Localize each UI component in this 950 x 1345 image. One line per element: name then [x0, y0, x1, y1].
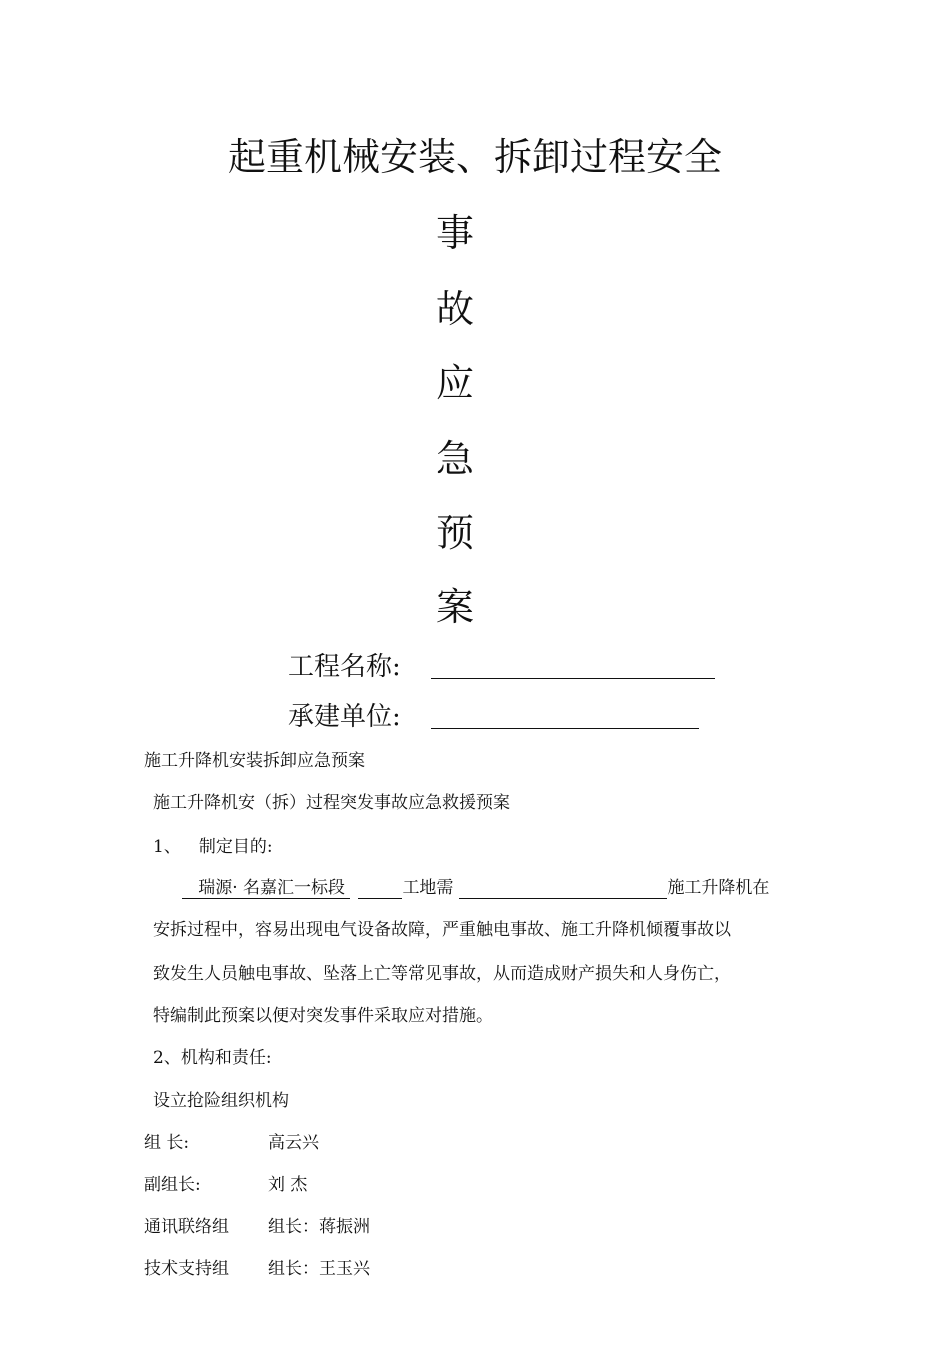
heading-2: 施工升降机安（拆）过程突发事故应急救援预案 — [153, 793, 510, 813]
title-char-2: 故 — [435, 287, 474, 331]
blank-1 — [358, 882, 402, 899]
section-1-title: 制定目的: — [198, 837, 273, 857]
title-char-1: 事 — [435, 211, 474, 255]
purpose-tail: 施工升降机在 — [667, 878, 770, 898]
site-text: 工地需 — [402, 878, 454, 898]
member-role: 通讯联络组 — [144, 1217, 229, 1237]
blank-2 — [459, 882, 667, 899]
member-name: 组长：蒋振洲 — [268, 1217, 370, 1237]
section-2-heading: 2、机构和责任: — [153, 1048, 272, 1068]
section-1-number: 1、 — [153, 837, 181, 857]
member-name: 高云兴 — [268, 1133, 319, 1153]
contractor-field — [288, 704, 401, 730]
contractor-blank — [431, 728, 699, 729]
member-name: 组长：王玉兴 — [268, 1259, 370, 1279]
document-title: 起重机械安装、拆卸过程安全 — [227, 135, 722, 179]
title-char-5: 预 — [435, 511, 474, 555]
project-name-field — [288, 654, 401, 680]
title-char-6: 案 — [435, 585, 474, 629]
purpose-line-4: 特编制此预案以便对突发事件采取应对措施。 — [153, 1006, 493, 1026]
project-name-underlined: 瑞源· 名嘉汇一标段 — [182, 880, 350, 899]
member-name: 刘 杰 — [268, 1175, 308, 1195]
member-role: 副组长: — [144, 1175, 201, 1195]
org-setup-line: 设立抢险组织机构 — [153, 1091, 289, 1111]
heading-1: 施工升降机安装拆卸应急预案 — [144, 751, 365, 771]
title-char-4: 急 — [435, 437, 474, 481]
project-name-label: 工程名称: — [288, 652, 401, 682]
section-1-heading — [153, 839, 273, 856]
title-char-3: 应 — [435, 361, 474, 405]
purpose-line-3: 致发生人员触电事故、坠落上亡等常见事故，从而造成财产损失和人身伤亡， — [153, 964, 731, 984]
project-name-blank — [431, 678, 715, 679]
contractor-label: 承建单位: — [288, 702, 401, 732]
purpose-line-1 — [182, 880, 769, 899]
purpose-line-2: 安拆过程中，容易出现电气设备故障，严重触电事故、施工升降机倾覆事故以 — [153, 920, 731, 940]
member-role: 组 长: — [144, 1133, 190, 1153]
member-role: 技术支持组 — [144, 1259, 229, 1279]
